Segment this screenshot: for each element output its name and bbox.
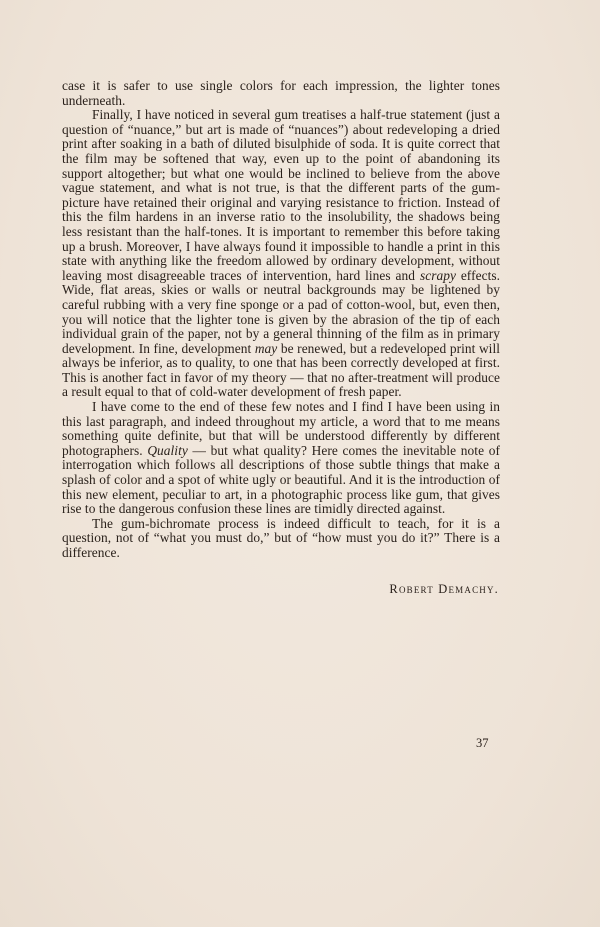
italic-text: may [254, 340, 278, 356]
italic-text: Quality [147, 442, 188, 458]
text-run: be renewed, but a redeveloped print will always be inferior, as to quality, to one that has been correctly developed at first. This is another fact in favor of my theory — that no after-treatment will produce a result equal to that of cold-water development of fresh paper. [62, 340, 500, 400]
paragraph-3 [62, 400, 500, 517]
text-run: The gum-bichromate process is indeed difficult to teach, for it is a question, not of “what you must do,” but of “how must you do it?” There is a difference. [62, 515, 500, 560]
author-signature: Robert Demachy. [389, 582, 499, 596]
text-run: Finally, I have noticed in several gum treatises a half-true statement (just a question of “nuance,” but art is made of “nuances”) about redeveloping a dried print after soaking in a bath of diluted bisulphide of soda. It is quite correct that the film may be softened that way, even up to the point of abandoning its support altogether; but what one would be inclined to believe from the above vague statement, and what is not true, is that the different parts of the gum-picture have retained their original and varying resistance to friction. Instead of this the film hardens in an inverse ratio to the insolubility, the shadows being less resistant than the half-tones. It is important to remember this before taking up a brush. Moreover, I have always found it impossible to handle a print in this state with anything like the freedom allowed by ordinary development, without leaving most disagreeable traces of intervention, hard lines and [62, 107, 500, 283]
page-number: 37 [476, 736, 489, 750]
paragraph-1 [62, 79, 500, 108]
text-run: — but what quality? Here comes the inevitable note of interrogation which follows all descriptions of those subtle things that make a splash of color and a spot of white ugly or beautiful. And it is the introduction of this new element, peculiar to art, in a photographic process like gum, that gives rise to the dangerous confusion these lines are timidly directed against. [62, 442, 500, 517]
italic-text: scrapy [419, 267, 456, 283]
text-run: I have come to the end of these few notes and I find I have been using in this last paragraph, and indeed throughout my article, a word that to me means something quite definite, but that will be understood differently by different photographers. [62, 399, 500, 458]
text-run: case it is safer to use single colors for each impression, the lighter tones underneath. [62, 78, 500, 108]
paragraph-4 [62, 517, 500, 561]
text-run: effects. Wide, flat areas, skies or walls or neutral backgrounds may be lightened by careful rubbing with a very fine sponge or a pad of cotton-wool, but, even then, you will notice that the lighter tone is given by the abrasion of the tip of each individual grain of the paper, not by a general thinning of the film as in primary development. In fine, development [62, 267, 501, 356]
article-text [62, 79, 500, 561]
paragraph-2 [62, 108, 500, 400]
